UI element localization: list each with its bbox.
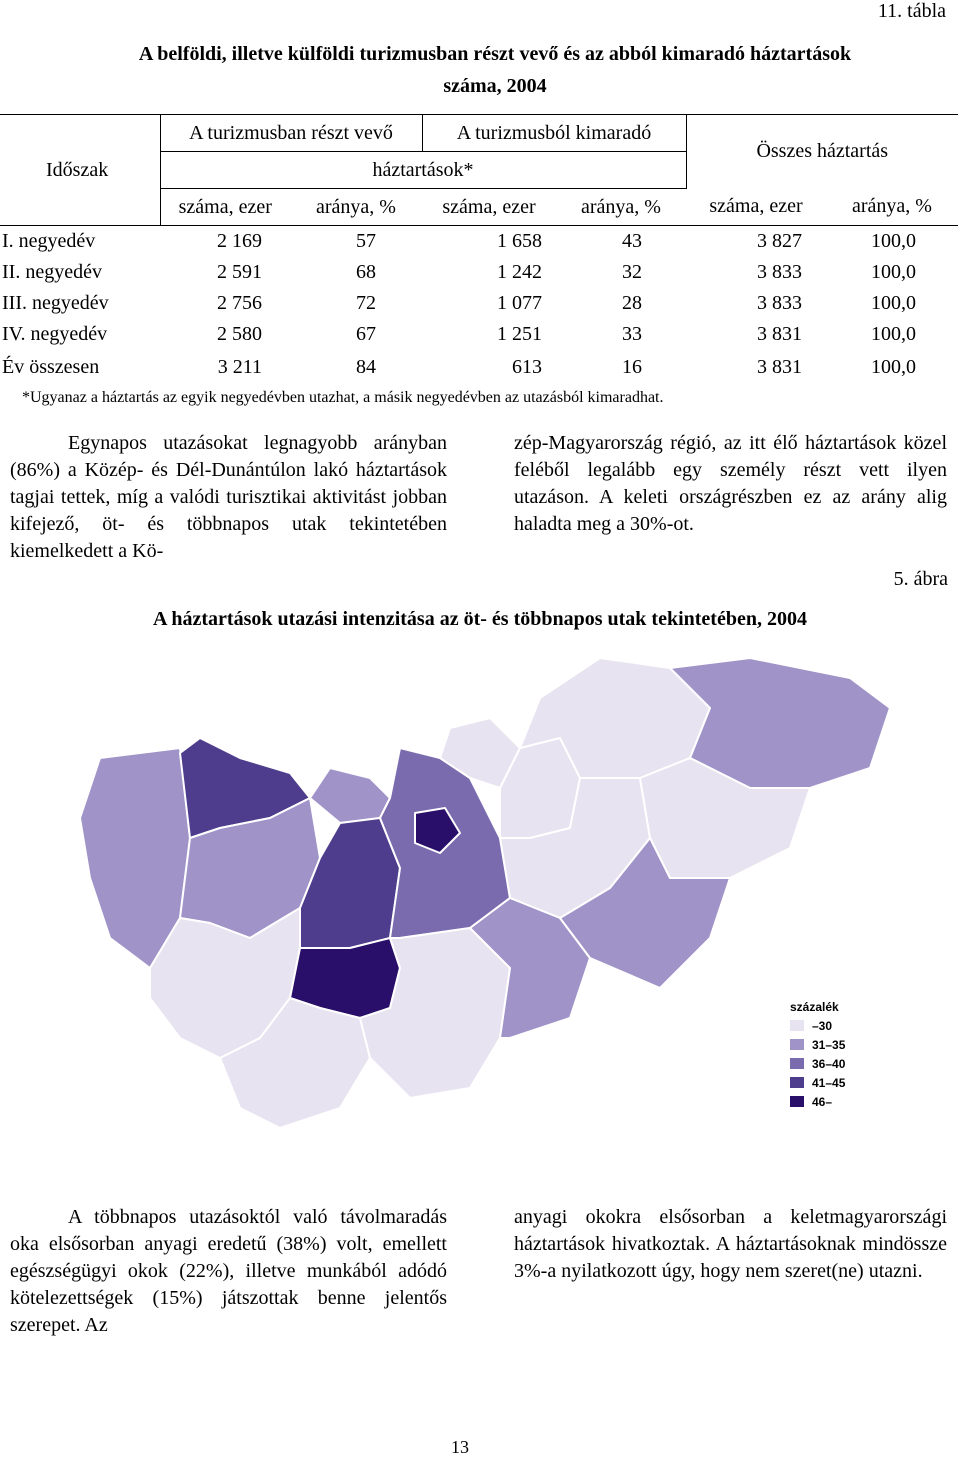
paragraph: zép-Magyarország régió, az itt élő háztartások közel feléből legalább egy személy részt vett ilyen utazáson. A keleti országrészben ez az arány alig haladta meg a 30%-ot. bbox=[514, 432, 947, 535]
subheader-cell: aránya, % bbox=[290, 189, 422, 226]
table-cell: 16 bbox=[622, 355, 642, 378]
table-label: 11. tábla bbox=[877, 0, 946, 22]
map-legend bbox=[790, 1000, 845, 1111]
legend-swatch bbox=[790, 1096, 804, 1107]
legend-swatch bbox=[790, 1077, 804, 1088]
table-cell: 613 bbox=[512, 355, 542, 378]
paragraph: Egynapos utazásokat legnagyobb arányban (86%) a Közép- és Dél-Dunántúlon lakó háztartások tagjai tettek, míg a valódi turisztikai aktivitást jobban kifejező, öt- és többnapos utak tekintetében kiemelkedett a Kö- bbox=[10, 432, 447, 562]
figure-title: A háztartások utazási intenzitása az öt- és többnapos utak tekintetében, 2004 bbox=[153, 608, 807, 630]
table-cell: 100,0 bbox=[871, 323, 916, 345]
legend-swatch bbox=[790, 1020, 804, 1031]
row-label: III. negyedév bbox=[2, 292, 109, 314]
header-period: Időszak bbox=[0, 115, 160, 226]
legend-label: 41–45 bbox=[812, 1075, 846, 1090]
table-cell: 100,0 bbox=[871, 230, 916, 252]
county-region bbox=[310, 768, 390, 823]
subheader-cell: száma, ezer bbox=[422, 189, 556, 226]
table-cell: 100,0 bbox=[871, 261, 916, 283]
paragraph: anyagi okokra elsősorban a keletmagyarországi háztartások hivatkoztak. A háztartásoknak mindössze 3%-a nyilatkozott úgy, hogy nem szeret(ne) utazni. bbox=[514, 1206, 947, 1282]
row-label: II. negyedév bbox=[2, 261, 102, 283]
subheader-cell: száma, ezer bbox=[160, 189, 290, 226]
legend-swatch bbox=[790, 1058, 804, 1069]
title-line-1: A belföldi, illetve külföldi turizmusban részt vevő és az abból kimaradó háztartások bbox=[138, 43, 852, 65]
page-number: 13 bbox=[451, 1437, 469, 1457]
table-row bbox=[0, 226, 958, 258]
data-table bbox=[0, 114, 958, 384]
table-cell: 3 833 bbox=[757, 292, 802, 314]
table-row-total bbox=[0, 350, 958, 384]
choropleth-map bbox=[70, 638, 910, 1158]
legend-item bbox=[790, 1016, 845, 1035]
text-column-right bbox=[514, 430, 947, 538]
table-footnote: *Ugyanaz a háztartás az egyik negyedévben utazhat, a másik negyedévben az utazásból kimaradhat. bbox=[22, 389, 664, 406]
table-cell: 100,0 bbox=[871, 292, 916, 314]
table-cell: 3 831 bbox=[757, 323, 802, 345]
header-subgroup: háztartások* bbox=[160, 152, 686, 189]
table-cell: 1 251 bbox=[497, 323, 542, 345]
table-cell: 1 658 bbox=[497, 230, 542, 252]
header-group-participating: A turizmusban részt vevő bbox=[160, 115, 422, 152]
legend-label: –30 bbox=[812, 1018, 833, 1033]
text-column-left bbox=[10, 430, 447, 565]
table-cell: 100,0 bbox=[871, 355, 916, 378]
subheader-cell: száma, ezer bbox=[686, 189, 826, 226]
legend-label: 31–35 bbox=[812, 1037, 846, 1052]
table-title bbox=[0, 38, 960, 102]
table-row bbox=[0, 288, 958, 319]
table-cell: 67 bbox=[356, 323, 376, 345]
table-cell: 32 bbox=[622, 261, 642, 283]
table-cell: 57 bbox=[356, 230, 376, 252]
legend-item bbox=[790, 1092, 845, 1111]
table-cell: 3 833 bbox=[757, 261, 802, 283]
legend-swatch bbox=[790, 1039, 804, 1050]
table-cell: 1 242 bbox=[497, 261, 542, 283]
table-cell: 3 211 bbox=[217, 355, 262, 378]
title-line-2: száma, 2004 bbox=[443, 75, 547, 97]
table-cell: 2 169 bbox=[217, 230, 262, 252]
table-cell: 3 831 bbox=[757, 355, 802, 378]
legend-title: százalék bbox=[790, 1000, 839, 1014]
table-cell: 43 bbox=[622, 230, 642, 252]
row-label: I. negyedév bbox=[2, 230, 96, 252]
legend-label: 46– bbox=[812, 1094, 833, 1109]
text-column-left-lower bbox=[10, 1204, 447, 1339]
figure-label: 5. ábra bbox=[893, 568, 948, 590]
table-cell: 2 580 bbox=[217, 323, 262, 345]
table-cell: 72 bbox=[356, 292, 376, 314]
legend-item bbox=[790, 1035, 845, 1054]
subheader-cell: aránya, % bbox=[556, 189, 686, 226]
row-label: IV. negyedév bbox=[2, 323, 108, 345]
table-cell: 33 bbox=[622, 323, 642, 345]
table-row bbox=[0, 257, 958, 288]
legend-item bbox=[790, 1054, 845, 1073]
table-cell: 3 827 bbox=[757, 230, 802, 252]
text-column-right-lower bbox=[514, 1204, 947, 1285]
row-label: Év összesen bbox=[2, 355, 100, 378]
paragraph: A többnapos utazásoktól való távolmaradás oka elsősorban anyagi eredetű (38%) volt, emellett egészségügyi okok (22%), illetve munkából adódó kötelezettségek (15%) játszottak benne jelentős szerepet. Az bbox=[10, 1206, 447, 1336]
table-cell: 84 bbox=[356, 355, 376, 378]
header-group-total: Összes háztartás bbox=[686, 115, 958, 189]
legend-label: 36–40 bbox=[812, 1056, 846, 1071]
legend-item bbox=[790, 1073, 845, 1092]
subheader-cell: aránya, % bbox=[826, 189, 958, 226]
table-cell: 2 756 bbox=[217, 292, 262, 314]
table-cell: 2 591 bbox=[217, 261, 262, 283]
table-cell: 28 bbox=[622, 292, 642, 314]
table-cell: 68 bbox=[356, 261, 376, 283]
header-group-excluded: A turizmusból kimaradó bbox=[422, 115, 686, 152]
table-row bbox=[0, 319, 958, 350]
table-cell: 1 077 bbox=[497, 292, 542, 314]
